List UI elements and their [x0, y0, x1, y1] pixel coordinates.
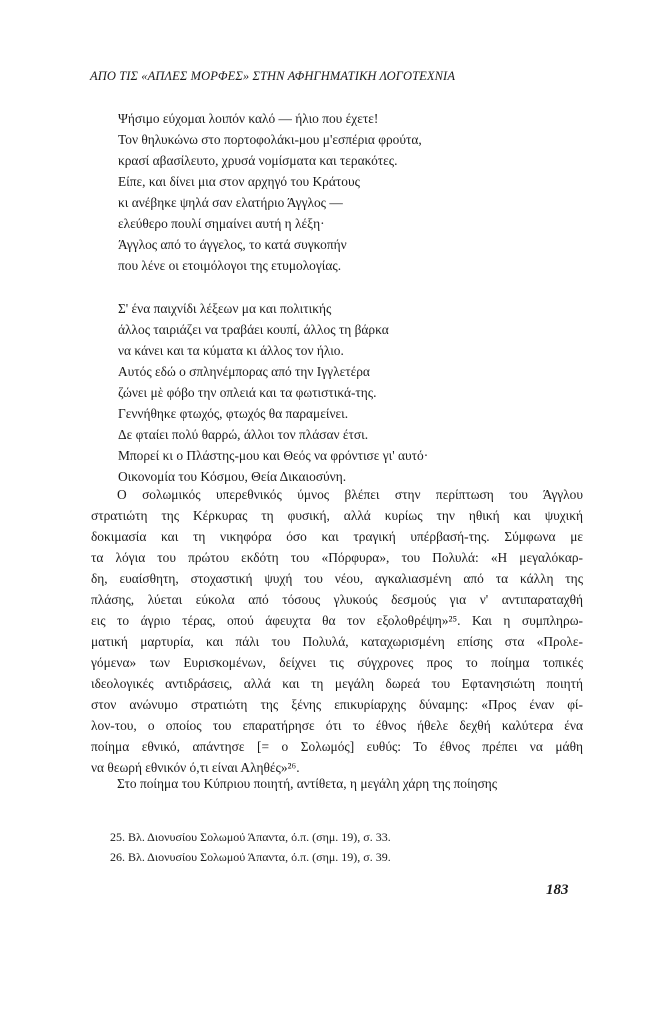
poem-line: ζώνει μὲ φόβο την οπλειά και τα φωτιστικά-της. [118, 385, 377, 400]
poem-line: Ψήσιμο εύχομαι λοιπόν καλό — ήλιο που έχετε! [118, 111, 379, 126]
poem-line: Μπορεί κι ο Πλάστης-μου και Θεός να φρόντισε γι' αυτό· [118, 448, 429, 463]
paragraph-line: ιδεολογικές αντιδράσεις, αλλά και τη μεγάλη δωρεά του Εφτανησιώτη ποιητή [91, 676, 583, 691]
poem-line: Σ' ένα παιχνίδι λέξεων μα και πολιτικής [118, 301, 332, 316]
poem-line: Τον θηλυκώνω στο πορτοφολάκι-μου μ'εσπέρια φρούτα, [118, 132, 422, 147]
paragraph-line: στρατιώτη της Κέρκυρας τη φυσική, αλλά κυρίως την ηθική και ψυχική [91, 508, 583, 523]
poem-line: κι ανέβηκε ψηλά σαν ελατήριο Άγγλος — [118, 195, 343, 210]
paragraph-line: Ο σολωμικός υπερεθνικός ύμνος βλέπει στην περίπτωση του Άγγλου [117, 487, 583, 502]
body-paragraph-1 [91, 484, 583, 778]
poem-line: Είπε, και δίνει μια στον αρχηγό του Κράτους [118, 174, 360, 189]
poem-line: άλλος ταιριάζει να τραβάει κουπί, άλλος τη βάρκα [118, 322, 389, 337]
poem-line: κρασί αβασίλευτο, χρυσά νομίσματα και τερακότες. [118, 153, 398, 168]
poem-line: Άγγλος από το άγγελος, το κατά συγκοπήν [118, 237, 347, 252]
paragraph-line: γόμενα» των Ευρισκομένων, δείχνει τις σύγχρονες προς το ποίημα τοπικές [91, 655, 583, 670]
paragraph-line: τα λόγια του πρώτου εκδότη του «Πόρφυρα», του Πολυλά: «Η μεγαλόκαρ- [91, 550, 583, 565]
poem-stanza-1 [118, 108, 588, 276]
footnote-line: 26. Βλ. Διονυσίου Σολωμού Άπαντα, ό.π. (σημ. 19), σ. 39. [110, 850, 391, 864]
paragraph-line: στον ανώνυμο στρατιώτη της ξένης επικυρίαρχης δύναμης: «Προς έναν φί- [91, 697, 583, 712]
paragraph-line: δοκιμασία και τη νικηφόρα όσο και τραγική υπέρβασή-της. Σύμφωνα με [91, 529, 583, 544]
paragraph-line: δη, ευαίσθητη, στοχαστική ψυχή του νέου, αγκαλιασμένη από τα κάλλη της [91, 571, 583, 586]
poem-line: Γεννήθηκε φτωχός, φτωχός θα παραμείνει. [118, 406, 349, 421]
paragraph-line: εις το άγριο τέρας, οπού άφευχτα θα τον εξολοθρέψη»²⁵. Και η συμπληρω- [91, 613, 583, 628]
body-paragraph-2 [91, 773, 583, 794]
running-header: ΑΠΟ ΤΙΣ «ΑΠΛΕΣ ΜΟΡΦΕΣ» ΣΤΗΝ ΑΦΗΓΗΜΑΤΙΚΗ ΛΟΓΟΤΕΧΝΙΑ [90, 69, 456, 83]
paragraph-line: πλάσης, λύεται εύκολα από τόσους γλυκούς δεσμούς για ν' αντιπαραταχθή [91, 592, 583, 607]
poem-line: να κάνει και τα κύματα κι άλλος τον ήλιο. [118, 343, 344, 358]
paragraph-line: λον-του, ο οποίος του επαρατήρησε ότι το έθνος ήθελε δεχθή καλύτερα ένα [91, 718, 583, 733]
poem-line: Οικονομία του Κόσμου, Θεία Δικαιοσύνη. [118, 469, 347, 484]
footnotes [110, 827, 580, 867]
paragraph-line: ματική μαρτυρία, και πάλι του Πολυλά, καταχωρισμένη επίσης στα «Προλε- [91, 634, 583, 649]
poem-line: Αυτός εδώ ο σπληνέμπορας από την Ιγγλετέρα [118, 364, 370, 379]
poem-stanza-2 [118, 298, 588, 487]
poem-line: που λένε οι ετοιμόλογοι της ετυμολογίας. [118, 258, 342, 273]
footnote-line: 25. Βλ. Διονυσίου Σολωμού Άπαντα, ό.π. (σημ. 19), σ. 33. [110, 830, 391, 844]
page-number: 183 [546, 882, 569, 898]
paragraph-line: να θεωρή εθνικόν ό,τι είναι Αληθές»²⁶. [91, 760, 300, 775]
poem-line: Δε φταίει πολύ θαρρώ, άλλοι τον πλάσαν έτσι. [118, 427, 369, 442]
paragraph-line: Στο ποίημα του Κύπριου ποιητή, αντίθετα, η μεγάλη χάρη της ποίησης [117, 776, 498, 791]
poem-line: ελεύθερο πουλί σημαίνει αυτή η λέξη· [118, 216, 325, 231]
paragraph-line: ποίημα εθνικό, απάντησε [= ο Σολωμός] ευθύς: Το έθνος πρέπει να μάθη [91, 739, 583, 754]
